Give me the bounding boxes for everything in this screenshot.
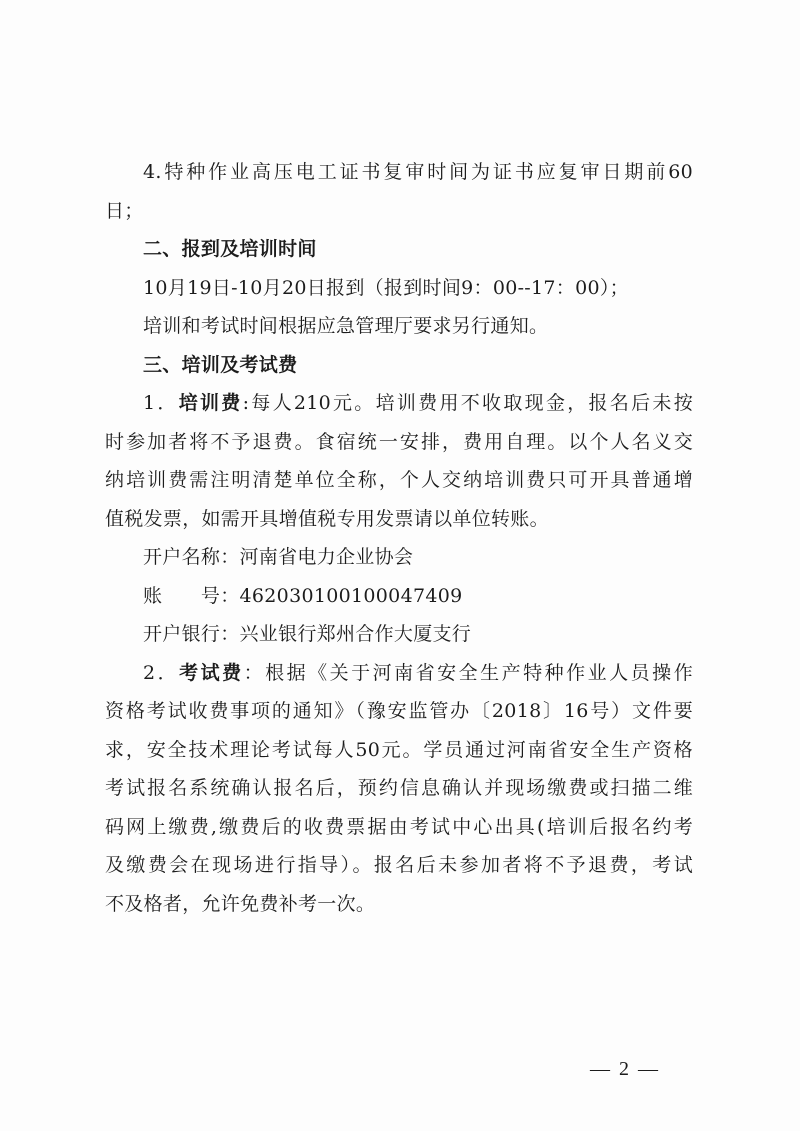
fee2-line2: 资格考试收费事项的通知》（豫安监管办〔2018〕16号）文件要 [105,700,693,722]
bank-account-label: 账 号： [143,584,240,607]
fee2-line1 [105,654,693,693]
item4-line1: 4.特种作业高压电工证书复审时间为证书应复审日期前60 [143,161,693,183]
fee2-line4: 考试报名系统确认报名后，预约信息确认并现场缴费或扫描二维 [105,777,693,799]
schedule-line: 培训和考试时间根据应急管理厅要求另行通知。 [143,315,549,337]
fee1-line3: 纳培训费需注明清楚单位全称，个人交纳培训费只可开具普通增 [105,469,693,491]
page-number: — 2 — [590,1058,660,1080]
bank-name-line: 开户名称：河南省电力企业协会 [143,546,414,568]
fee1-label: 培训费 [178,392,243,414]
fee1-prefix: 1． [143,392,179,414]
bank-branch-line: 开户银行：兴业银行郑州合作大厦支行 [143,623,472,645]
fee1-line1-rest: :每人210元。培训费用不收取现金，报名后未按 [242,392,693,414]
fee2-line5: 码网上缴费,缴费后的收费票据由考试中心出具(培训后报名约考 [105,815,693,838]
fee1-line4: 值税发票，如需开具增值税专用发票请以单位转账。 [105,507,549,530]
fee2-prefix: 2． [143,661,180,684]
bank-account-line [105,577,693,616]
fee1-line1 [105,384,693,423]
fee2-line3: 求，安全技术理论考试每人50元。学员通过河南省安全生产资格 [105,738,693,761]
fee2-label: 考试费 [179,661,244,684]
item4-line2: 日； [105,199,144,222]
fee2-line7: 不及格者，允许免费补考一次。 [105,892,376,915]
fee1-line2: 时参加者将不予退费。食宿统一安排，费用自理。以个人名义交 [105,430,693,453]
section3-heading: 三、培训及考试费 [143,353,298,376]
fee2-line6: 及缴费会在现场进行指导）。报名后未参加者将不予退费，考试 [105,854,693,876]
bank-account-number: 462030100100047409 [239,584,463,607]
register-time-line: 10月19日-10月20日报到（报到时间9：00--17：00）； [143,276,629,299]
document-body [105,153,693,923]
fee2-line1-rest: ：根据《关于河南省安全生产特种作业人员操作 [243,661,693,684]
section2-heading: 二、报到及培训时间 [143,238,317,260]
